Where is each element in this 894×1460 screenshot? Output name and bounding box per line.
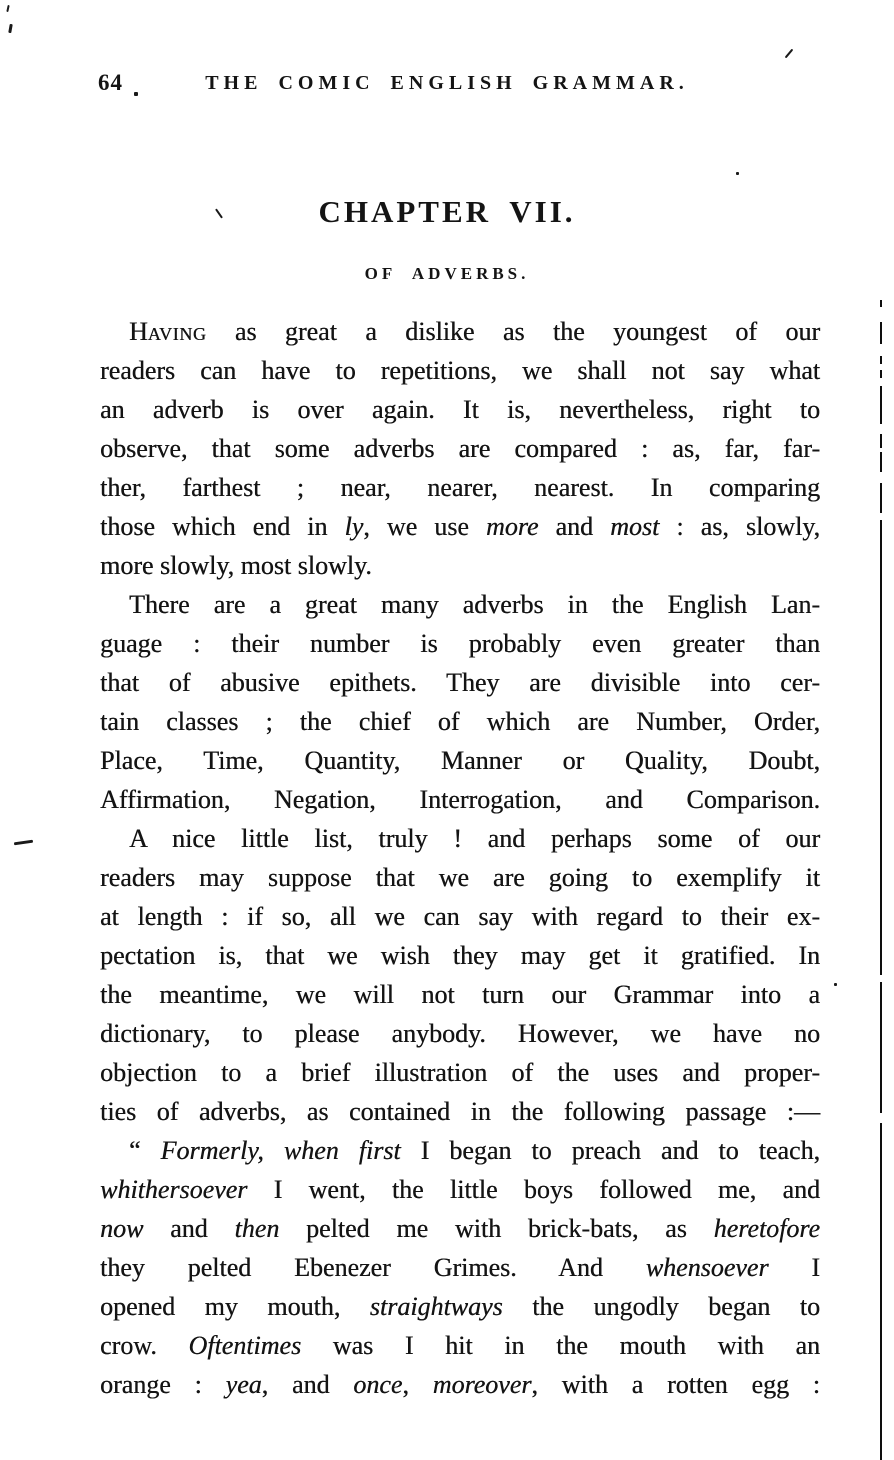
scan-artifact-speck (14, 840, 33, 846)
text-line: readers may suppose that we are going to exemplify it (100, 863, 820, 892)
scan-artifact-line (880, 356, 882, 364)
text-line: an adverb is over again. It is, nevertheless, right to (100, 395, 820, 424)
text-line: Place, Time, Quantity, Manner or Quality, Doubt, (100, 746, 820, 775)
scan-artifact-speck (6, 5, 9, 12)
text-line: whithersoever I went, the little boys followed me, and (100, 1175, 820, 1204)
text-line: the meantime, we will not turn our Grammar into a (100, 980, 820, 1009)
text-line: now and then pelted me with brick-bats, as heretofore (100, 1214, 820, 1243)
text-line: more slowly, most slowly. (100, 551, 372, 580)
scan-artifact-line (880, 520, 882, 975)
text-line: dictionary, to please anybody. However, we have no (100, 1019, 820, 1048)
text-line: ties of adverbs, as contained in the following passage :— (100, 1097, 820, 1126)
scan-artifact-line (880, 434, 882, 448)
scan-artifact-speck (8, 24, 13, 33)
text-line: orange : yea, and once, moreover, with a rotten egg : (100, 1370, 821, 1399)
paragraph (100, 819, 820, 1131)
text-line: opened my mouth, straightways the ungodly began to (100, 1292, 820, 1321)
scan-artifact-line (880, 1123, 882, 1460)
text-line: Having as great a dislike as the youngest of our (129, 317, 820, 346)
paragraph (100, 312, 820, 585)
text-line: ther, farthest ; near, nearer, nearest. In comparing (100, 473, 820, 502)
chapter-heading: CHAPTER VII. (318, 194, 576, 229)
text-line: they pelted Ebenezer Grimes. And whensoever I (100, 1253, 820, 1282)
section-heading: OF ADVERBS. (364, 264, 530, 283)
paragraph (100, 585, 820, 819)
scan-artifact-speck (134, 92, 138, 96)
paragraph (100, 1131, 820, 1404)
text-line: readers can have to repetitions, we shall not say what (100, 356, 820, 385)
text-line: “ Formerly, when first I began to preach and to teach, (129, 1136, 820, 1165)
text-line: observe, that some adverbs are compared : as, far, far- (100, 434, 820, 463)
scan-artifact-speck (736, 172, 739, 175)
body-text (100, 312, 820, 1404)
scan-artifact-line (880, 452, 882, 472)
text-line: tain classes ; the chief of which are Number, Order, (100, 707, 820, 736)
scan-artifact-line (880, 982, 882, 1113)
scan-artifact-line (880, 370, 882, 378)
running-title: THE COMIC ENGLISH GRAMMAR. (205, 72, 689, 94)
scan-artifact-speck (785, 49, 794, 59)
page-number: 64 (98, 70, 123, 95)
text-line: those which end in ly, we use more and most : as, slowly, (100, 512, 821, 541)
scan-artifact-speck (834, 983, 837, 986)
text-line: at length : if so, all we can say with regard to their ex- (100, 902, 820, 931)
scan-artifact-line (880, 322, 882, 344)
scan-artifact-line (880, 386, 882, 424)
scan-artifact-line (880, 483, 882, 513)
text-line: There are a great many adverbs in the English Lan- (129, 590, 820, 619)
text-line: pectation is, that we wish they may get it gratified. In (100, 941, 820, 970)
text-line: guage : their number is probably even greater than (100, 629, 820, 658)
text-line: Affirmation, Negation, Interrogation, and Comparison. (100, 785, 820, 814)
text-line: that of abusive epithets. They are divisible into cer- (100, 668, 820, 697)
text-line: crow. Oftentimes was I hit in the mouth with an (100, 1331, 820, 1360)
text-line: A nice little list, truly ! and perhaps some of our (129, 824, 820, 853)
text-line: objection to a brief illustration of the uses and proper- (100, 1058, 820, 1087)
scan-artifact-line (880, 300, 882, 307)
